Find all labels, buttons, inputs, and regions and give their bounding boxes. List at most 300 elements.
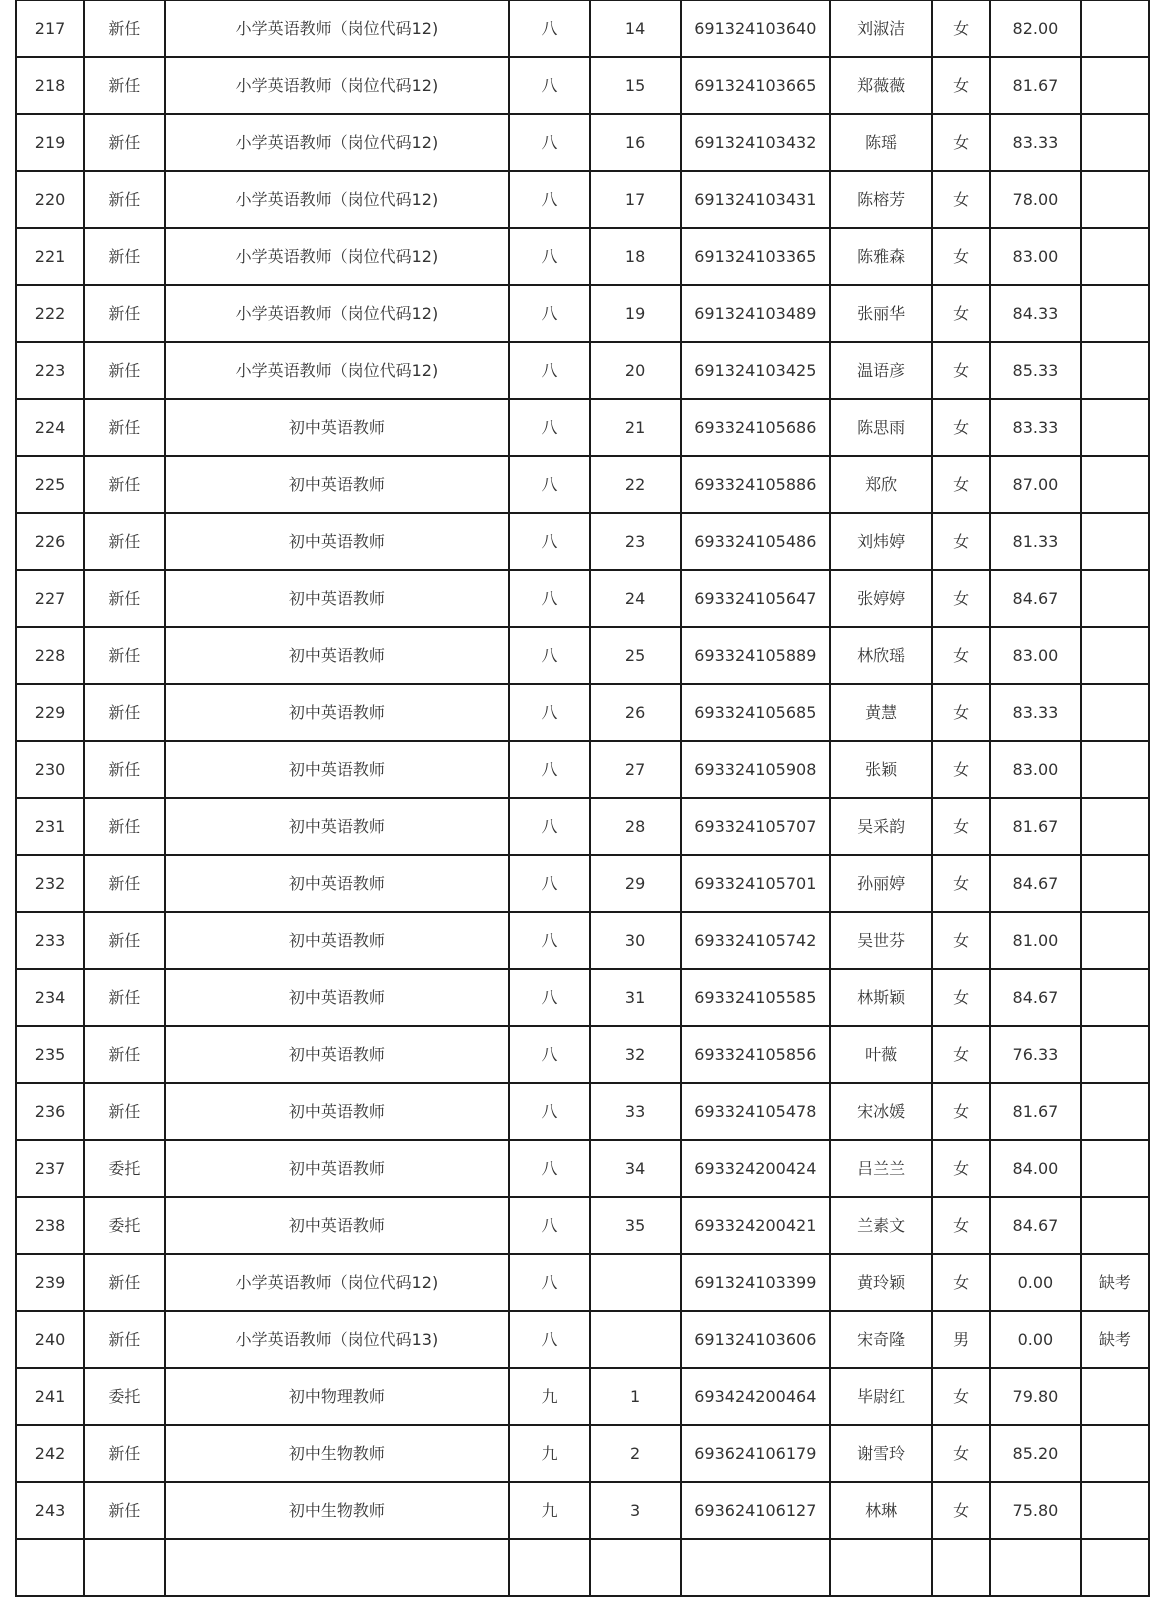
ticket-number-cell: 693324105908: [681, 741, 831, 798]
gender-cell: 女: [932, 912, 990, 969]
order-cell: 26: [590, 684, 681, 741]
score-cell: 83.00: [990, 228, 1081, 285]
group-cell: 八: [509, 285, 589, 342]
score-cell: 75.80: [990, 1482, 1081, 1539]
name-cell: 张丽华: [830, 285, 932, 342]
position-cell: 初中生物教师: [165, 1482, 510, 1539]
name-cell: 孙丽婷: [830, 855, 932, 912]
group-cell: 八: [509, 912, 589, 969]
table-body: [16, 0, 1149, 1596]
order-cell: 30: [590, 912, 681, 969]
seq-cell: [16, 1539, 84, 1596]
type-cell: 新任: [84, 855, 164, 912]
name-cell: 陈雅森: [830, 228, 932, 285]
order-cell: 33: [590, 1083, 681, 1140]
group-cell: 八: [509, 1140, 589, 1197]
ticket-number-cell: 691324103431: [681, 171, 831, 228]
type-cell: [84, 1539, 164, 1596]
name-cell: 张婷婷: [830, 570, 932, 627]
seq-cell: 229: [16, 684, 84, 741]
gender-cell: 女: [932, 513, 990, 570]
name-cell: 林琳: [830, 1482, 932, 1539]
remark-cell: [1081, 855, 1149, 912]
score-cell: 87.00: [990, 456, 1081, 513]
order-cell: 32: [590, 1026, 681, 1083]
order-cell: 2: [590, 1425, 681, 1482]
ticket-number-cell: 693324105585: [681, 969, 831, 1026]
score-cell: 0.00: [990, 1254, 1081, 1311]
position-cell: 小学英语教师（岗位代码12): [165, 228, 510, 285]
score-cell: 81.67: [990, 1083, 1081, 1140]
type-cell: 新任: [84, 285, 164, 342]
order-cell: 24: [590, 570, 681, 627]
ticket-number-cell: 693324105686: [681, 399, 831, 456]
score-cell: 84.67: [990, 855, 1081, 912]
name-cell: 吕兰兰: [830, 1140, 932, 1197]
type-cell: 新任: [84, 342, 164, 399]
group-cell: 八: [509, 684, 589, 741]
seq-cell: 220: [16, 171, 84, 228]
order-cell: 20: [590, 342, 681, 399]
ticket-number-cell: 691324103365: [681, 228, 831, 285]
name-cell: 吴采韵: [830, 798, 932, 855]
order-cell: 25: [590, 627, 681, 684]
seq-cell: 221: [16, 228, 84, 285]
type-cell: 新任: [84, 171, 164, 228]
type-cell: 新任: [84, 513, 164, 570]
gender-cell: 女: [932, 1140, 990, 1197]
remark-cell: [1081, 228, 1149, 285]
gender-cell: 女: [932, 342, 990, 399]
seq-cell: 243: [16, 1482, 84, 1539]
seq-cell: 231: [16, 798, 84, 855]
type-cell: 新任: [84, 798, 164, 855]
position-cell: 初中英语教师: [165, 627, 510, 684]
type-cell: 新任: [84, 0, 164, 57]
position-cell: 小学英语教师（岗位代码12): [165, 342, 510, 399]
name-cell: 郑欣: [830, 456, 932, 513]
score-cell: 0.00: [990, 1311, 1081, 1368]
remark-cell: [1081, 627, 1149, 684]
seq-cell: 226: [16, 513, 84, 570]
gender-cell: 女: [932, 798, 990, 855]
ticket-number-cell: 693324105856: [681, 1026, 831, 1083]
score-cell: 83.00: [990, 741, 1081, 798]
gender-cell: 女: [932, 1083, 990, 1140]
remark-cell: [1081, 1197, 1149, 1254]
table-row: [16, 684, 1149, 741]
remark-cell: [1081, 1482, 1149, 1539]
order-cell: [590, 1254, 681, 1311]
name-cell: 宋奇隆: [830, 1311, 932, 1368]
remark-cell: [1081, 1083, 1149, 1140]
group-cell: 九: [509, 1482, 589, 1539]
type-cell: 新任: [84, 1083, 164, 1140]
remark-cell: [1081, 1026, 1149, 1083]
ticket-number-cell: 693624106127: [681, 1482, 831, 1539]
type-cell: 新任: [84, 456, 164, 513]
group-cell: 八: [509, 1254, 589, 1311]
gender-cell: 女: [932, 456, 990, 513]
position-cell: 小学英语教师（岗位代码12): [165, 171, 510, 228]
position-cell: 初中英语教师: [165, 798, 510, 855]
name-cell: 黄玲颖: [830, 1254, 932, 1311]
name-cell: 陈榕芳: [830, 171, 932, 228]
gender-cell: 女: [932, 171, 990, 228]
group-cell: 八: [509, 456, 589, 513]
type-cell: 新任: [84, 741, 164, 798]
score-cell: 82.00: [990, 0, 1081, 57]
seq-cell: 222: [16, 285, 84, 342]
group-cell: 八: [509, 627, 589, 684]
position-cell: 初中物理教师: [165, 1368, 510, 1425]
position-cell: 初中英语教师: [165, 741, 510, 798]
group-cell: 九: [509, 1425, 589, 1482]
ticket-number-cell: 691324103489: [681, 285, 831, 342]
group-cell: 八: [509, 342, 589, 399]
table-row: [16, 798, 1149, 855]
order-cell: 14: [590, 0, 681, 57]
remark-cell: [1081, 741, 1149, 798]
table-row: [16, 114, 1149, 171]
group-cell: 八: [509, 513, 589, 570]
score-cell: 84.67: [990, 1197, 1081, 1254]
ticket-number-cell: 691324103425: [681, 342, 831, 399]
type-cell: 新任: [84, 684, 164, 741]
remark-cell: [1081, 285, 1149, 342]
group-cell: 八: [509, 1197, 589, 1254]
position-cell: 初中英语教师: [165, 513, 510, 570]
gender-cell: 男: [932, 1311, 990, 1368]
table-row: [16, 1425, 1149, 1482]
table-row: [16, 912, 1149, 969]
order-cell: 15: [590, 57, 681, 114]
position-cell: 小学英语教师（岗位代码12): [165, 1254, 510, 1311]
position-cell: 初中英语教师: [165, 456, 510, 513]
type-cell: 新任: [84, 1254, 164, 1311]
ticket-number-cell: 691324103432: [681, 114, 831, 171]
remark-cell: [1081, 912, 1149, 969]
order-cell: 1: [590, 1368, 681, 1425]
score-cell: 81.33: [990, 513, 1081, 570]
table-row: [16, 285, 1149, 342]
table-row: [16, 1083, 1149, 1140]
group-cell: 八: [509, 741, 589, 798]
remark-cell: [1081, 684, 1149, 741]
gender-cell: 女: [932, 1026, 990, 1083]
table-row: [16, 57, 1149, 114]
table-row: [16, 399, 1149, 456]
table-row: [16, 627, 1149, 684]
ticket-number-cell: 693424200464: [681, 1368, 831, 1425]
group-cell: 八: [509, 114, 589, 171]
type-cell: 新任: [84, 399, 164, 456]
name-cell: 张颖: [830, 741, 932, 798]
seq-cell: 242: [16, 1425, 84, 1482]
type-cell: 新任: [84, 969, 164, 1026]
ticket-number-cell: 691324103640: [681, 0, 831, 57]
remark-cell: [1081, 1368, 1149, 1425]
name-cell: 刘炜婷: [830, 513, 932, 570]
type-cell: 新任: [84, 627, 164, 684]
score-cell: 83.00: [990, 627, 1081, 684]
remark-cell: [1081, 513, 1149, 570]
type-cell: 新任: [84, 1311, 164, 1368]
group-cell: 八: [509, 1311, 589, 1368]
table-row: [16, 741, 1149, 798]
position-cell: 初中英语教师: [165, 912, 510, 969]
table-row: [16, 1368, 1149, 1425]
position-cell: 初中英语教师: [165, 1083, 510, 1140]
group-cell: 八: [509, 57, 589, 114]
position-cell: 初中英语教师: [165, 399, 510, 456]
remark-cell: [1081, 1140, 1149, 1197]
gender-cell: 女: [932, 627, 990, 684]
table-row: [16, 969, 1149, 1026]
remark-cell: [1081, 114, 1149, 171]
order-cell: 27: [590, 741, 681, 798]
ticket-number-cell: 693324105685: [681, 684, 831, 741]
seq-cell: 225: [16, 456, 84, 513]
gender-cell: 女: [932, 741, 990, 798]
table-row: [16, 0, 1149, 57]
name-cell: 温语彦: [830, 342, 932, 399]
order-cell: 19: [590, 285, 681, 342]
ticket-number-cell: 693324200424: [681, 1140, 831, 1197]
gender-cell: 女: [932, 570, 990, 627]
remark-cell: 缺考: [1081, 1254, 1149, 1311]
seq-cell: 224: [16, 399, 84, 456]
gender-cell: 女: [932, 1197, 990, 1254]
gender-cell: 女: [932, 57, 990, 114]
ticket-number-cell: 693324105478: [681, 1083, 831, 1140]
type-cell: 新任: [84, 1425, 164, 1482]
table-row: [16, 228, 1149, 285]
score-cell: [990, 1539, 1081, 1596]
type-cell: 新任: [84, 114, 164, 171]
position-cell: 小学英语教师（岗位代码12): [165, 285, 510, 342]
seq-cell: 237: [16, 1140, 84, 1197]
gender-cell: 女: [932, 1425, 990, 1482]
remark-cell: [1081, 171, 1149, 228]
type-cell: 新任: [84, 912, 164, 969]
score-cell: 85.20: [990, 1425, 1081, 1482]
order-cell: 29: [590, 855, 681, 912]
type-cell: 新任: [84, 1482, 164, 1539]
group-cell: 八: [509, 171, 589, 228]
seq-cell: 235: [16, 1026, 84, 1083]
group-cell: 八: [509, 1083, 589, 1140]
score-cell: 83.33: [990, 114, 1081, 171]
ticket-number-cell: 693624106179: [681, 1425, 831, 1482]
position-cell: 初中英语教师: [165, 684, 510, 741]
name-cell: 刘淑洁: [830, 0, 932, 57]
table-row: [16, 513, 1149, 570]
ticket-number-cell: 693324105742: [681, 912, 831, 969]
score-cell: 81.67: [990, 798, 1081, 855]
seq-cell: 228: [16, 627, 84, 684]
seq-cell: 227: [16, 570, 84, 627]
gender-cell: 女: [932, 684, 990, 741]
remark-cell: [1081, 57, 1149, 114]
group-cell: 八: [509, 0, 589, 57]
group-cell: 八: [509, 228, 589, 285]
score-cell: 84.00: [990, 1140, 1081, 1197]
order-cell: 23: [590, 513, 681, 570]
name-cell: 兰素文: [830, 1197, 932, 1254]
group-cell: 八: [509, 969, 589, 1026]
gender-cell: 女: [932, 969, 990, 1026]
remark-cell: [1081, 798, 1149, 855]
remark-cell: [1081, 570, 1149, 627]
remark-cell: 缺考: [1081, 1311, 1149, 1368]
table-row: [16, 1482, 1149, 1539]
gender-cell: 女: [932, 114, 990, 171]
seq-cell: 232: [16, 855, 84, 912]
order-cell: 35: [590, 1197, 681, 1254]
type-cell: 新任: [84, 228, 164, 285]
gender-cell: 女: [932, 1368, 990, 1425]
remark-cell: [1081, 399, 1149, 456]
seq-cell: 240: [16, 1311, 84, 1368]
position-cell: 初中英语教师: [165, 570, 510, 627]
type-cell: 委托: [84, 1368, 164, 1425]
type-cell: 委托: [84, 1140, 164, 1197]
position-cell: 初中英语教师: [165, 1140, 510, 1197]
order-cell: 17: [590, 171, 681, 228]
score-cell: 83.33: [990, 399, 1081, 456]
score-sheet: [15, 0, 1150, 1597]
name-cell: 黄慧: [830, 684, 932, 741]
group-cell: [509, 1539, 589, 1596]
ticket-number-cell: 693324105886: [681, 456, 831, 513]
type-cell: 委托: [84, 1197, 164, 1254]
score-cell: 85.33: [990, 342, 1081, 399]
order-cell: 28: [590, 798, 681, 855]
seq-cell: 236: [16, 1083, 84, 1140]
ticket-number-cell: 693324105889: [681, 627, 831, 684]
remark-cell: [1081, 1539, 1149, 1596]
seq-cell: 218: [16, 57, 84, 114]
score-cell: 78.00: [990, 171, 1081, 228]
seq-cell: 239: [16, 1254, 84, 1311]
remark-cell: [1081, 0, 1149, 57]
score-cell: 76.33: [990, 1026, 1081, 1083]
score-cell: 84.67: [990, 570, 1081, 627]
position-cell: 小学英语教师（岗位代码12): [165, 0, 510, 57]
remark-cell: [1081, 1425, 1149, 1482]
ticket-number-cell: 693324105707: [681, 798, 831, 855]
table-row: [16, 570, 1149, 627]
order-cell: 31: [590, 969, 681, 1026]
ticket-number-cell: 693324200421: [681, 1197, 831, 1254]
order-cell: [590, 1311, 681, 1368]
position-cell: 初中英语教师: [165, 855, 510, 912]
name-cell: [830, 1539, 932, 1596]
name-cell: 叶薇: [830, 1026, 932, 1083]
order-cell: 3: [590, 1482, 681, 1539]
position-cell: 初中英语教师: [165, 969, 510, 1026]
score-cell: 83.33: [990, 684, 1081, 741]
gender-cell: 女: [932, 228, 990, 285]
order-cell: [590, 1539, 681, 1596]
group-cell: 八: [509, 798, 589, 855]
position-cell: 初中英语教师: [165, 1026, 510, 1083]
score-cell: 81.67: [990, 57, 1081, 114]
remark-cell: [1081, 456, 1149, 513]
gender-cell: 女: [932, 1254, 990, 1311]
score-cell: 84.67: [990, 969, 1081, 1026]
name-cell: 陈思雨: [830, 399, 932, 456]
table-row: [16, 1197, 1149, 1254]
gender-cell: 女: [932, 0, 990, 57]
table-row: [16, 1026, 1149, 1083]
seq-cell: 217: [16, 0, 84, 57]
group-cell: 八: [509, 399, 589, 456]
table-row: [16, 171, 1149, 228]
group-cell: 八: [509, 855, 589, 912]
name-cell: 谢雪玲: [830, 1425, 932, 1482]
position-cell: 小学英语教师（岗位代码12): [165, 57, 510, 114]
gender-cell: 女: [932, 399, 990, 456]
type-cell: 新任: [84, 1026, 164, 1083]
remark-cell: [1081, 969, 1149, 1026]
name-cell: 郑薇薇: [830, 57, 932, 114]
order-cell: 22: [590, 456, 681, 513]
position-cell: 小学英语教师（岗位代码12): [165, 114, 510, 171]
ticket-number-cell: 691324103606: [681, 1311, 831, 1368]
group-cell: 八: [509, 1026, 589, 1083]
table-row: [16, 1254, 1149, 1311]
name-cell: 毕尉红: [830, 1368, 932, 1425]
seq-cell: 219: [16, 114, 84, 171]
table-row: [16, 855, 1149, 912]
position-cell: 初中生物教师: [165, 1425, 510, 1482]
ticket-number-cell: [681, 1539, 831, 1596]
name-cell: 吴世芬: [830, 912, 932, 969]
position-cell: 小学英语教师（岗位代码13): [165, 1311, 510, 1368]
name-cell: 宋冰媛: [830, 1083, 932, 1140]
type-cell: 新任: [84, 570, 164, 627]
seq-cell: 234: [16, 969, 84, 1026]
table-row: [16, 456, 1149, 513]
table-row: [16, 342, 1149, 399]
name-cell: 林欣瑶: [830, 627, 932, 684]
table-row: [16, 1311, 1149, 1368]
ticket-number-cell: 693324105701: [681, 855, 831, 912]
gender-cell: 女: [932, 1482, 990, 1539]
group-cell: 八: [509, 570, 589, 627]
table-row: [16, 1539, 1149, 1596]
position-cell: [165, 1539, 510, 1596]
gender-cell: 女: [932, 285, 990, 342]
name-cell: 陈瑶: [830, 114, 932, 171]
order-cell: 34: [590, 1140, 681, 1197]
remark-cell: [1081, 342, 1149, 399]
score-cell: 79.80: [990, 1368, 1081, 1425]
position-cell: 初中英语教师: [165, 1197, 510, 1254]
score-table: [15, 0, 1150, 1597]
seq-cell: 223: [16, 342, 84, 399]
gender-cell: [932, 1539, 990, 1596]
seq-cell: 238: [16, 1197, 84, 1254]
seq-cell: 241: [16, 1368, 84, 1425]
table-row: [16, 1140, 1149, 1197]
ticket-number-cell: 691324103399: [681, 1254, 831, 1311]
ticket-number-cell: 693324105647: [681, 570, 831, 627]
order-cell: 21: [590, 399, 681, 456]
gender-cell: 女: [932, 855, 990, 912]
